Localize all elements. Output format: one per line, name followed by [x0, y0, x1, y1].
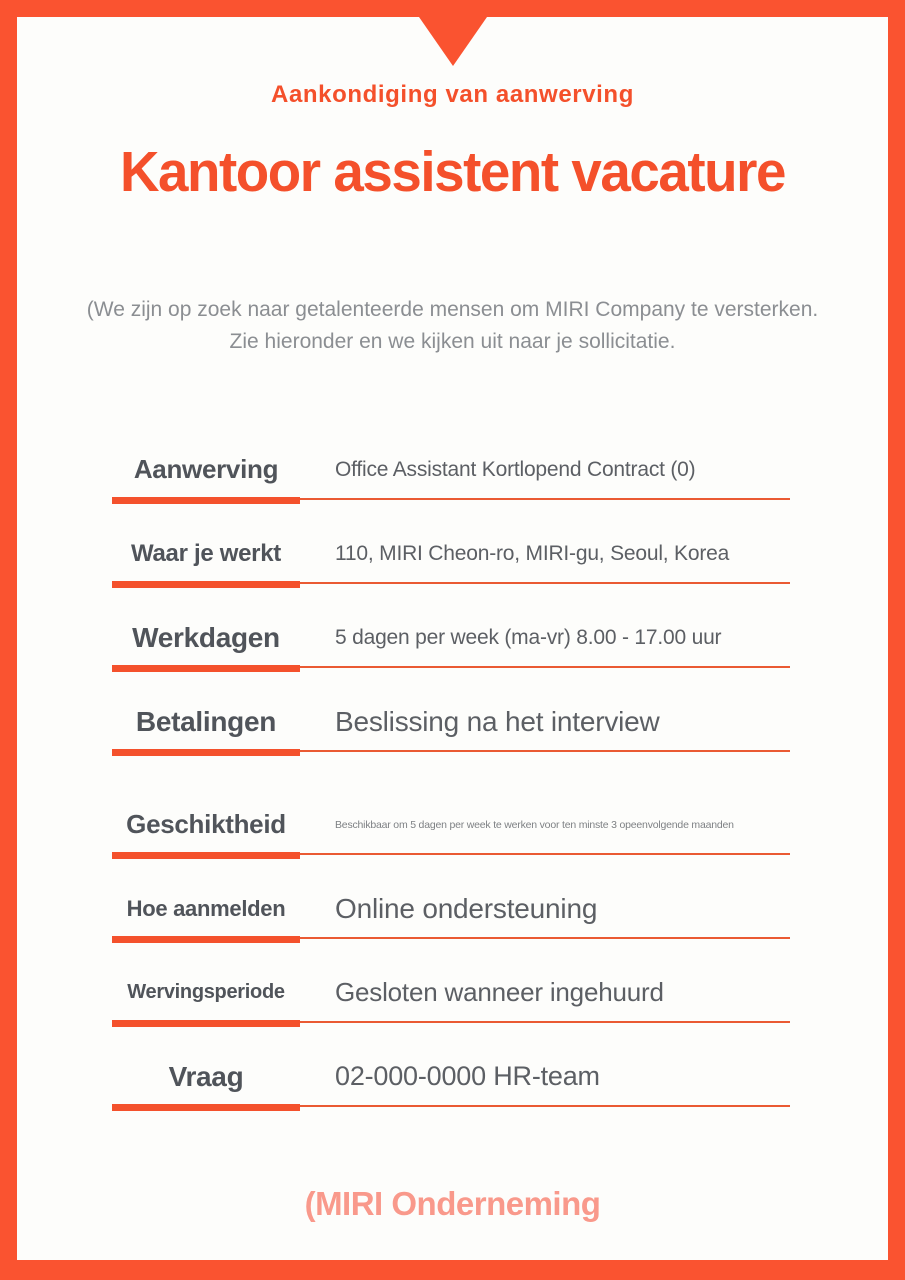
row-divider — [112, 1020, 790, 1027]
table-row-waar-je-werkt — [112, 504, 790, 588]
table-row-wervingsperiode — [112, 943, 790, 1027]
row-value: Office Assistant Kortlopend Contract (0) — [335, 457, 696, 481]
row-label: Werkdagen — [132, 621, 280, 653]
row-label: Wervingsperiode — [127, 981, 285, 1003]
row-label: Hoe aanmelden — [126, 895, 286, 921]
row-value: Beschikbaar om 5 dagen per week te werken voor ten minste 3 opeenvolgende maanden — [335, 818, 734, 831]
row-value: 02-000-0000 HR-team — [335, 1061, 600, 1091]
table-row-werkdagen — [112, 588, 790, 672]
row-value: 110, MIRI Cheon-ro, MIRI-gu, Seoul, Korea — [335, 541, 730, 565]
table-row-vraag — [112, 1027, 790, 1111]
intro-text — [17, 294, 888, 358]
company-name: (MIRI Onderneming — [304, 1185, 601, 1222]
pointer-down-triangle-icon — [419, 17, 487, 66]
table-row-geschiktheid — [112, 756, 790, 859]
row-divider — [112, 581, 790, 588]
table-row-betalingen — [112, 672, 790, 756]
row-label: Vraag — [168, 1060, 244, 1092]
row-divider — [112, 1104, 790, 1111]
row-divider — [112, 852, 790, 859]
row-label: Geschiktheid — [126, 809, 286, 839]
poster-sheet — [17, 17, 888, 1260]
table-row-hoe-aanmelden — [112, 859, 790, 943]
row-divider — [112, 497, 790, 504]
row-value: Beslissing na het interview — [335, 705, 660, 737]
vacancy-spec-table — [112, 420, 790, 1111]
row-label: Aanwerving — [133, 454, 279, 484]
row-value: Online ondersteuning — [335, 892, 598, 924]
row-divider — [112, 749, 790, 756]
intro-line-1: (We zijn op zoek naar getalenteerde mensen om MIRI Company te versterken. — [86, 298, 819, 321]
eyebrow-heading: Aankondiging van aanwerving — [271, 81, 634, 108]
intro-line-2: Zie hieronder en we kijken uit naar je sollicitatie. — [229, 330, 676, 353]
row-value: Gesloten wanneer ingehuurd — [335, 977, 664, 1007]
row-divider — [112, 665, 790, 672]
row-value: 5 dagen per week (ma-vr) 8.00 - 17.00 uur — [335, 625, 722, 649]
row-divider — [112, 936, 790, 943]
row-label: Waar je werkt — [131, 539, 281, 567]
table-row-aanwerving — [112, 420, 790, 504]
row-label: Betalingen — [135, 705, 277, 737]
page-title: Kantoor assistent vacature — [119, 140, 786, 204]
